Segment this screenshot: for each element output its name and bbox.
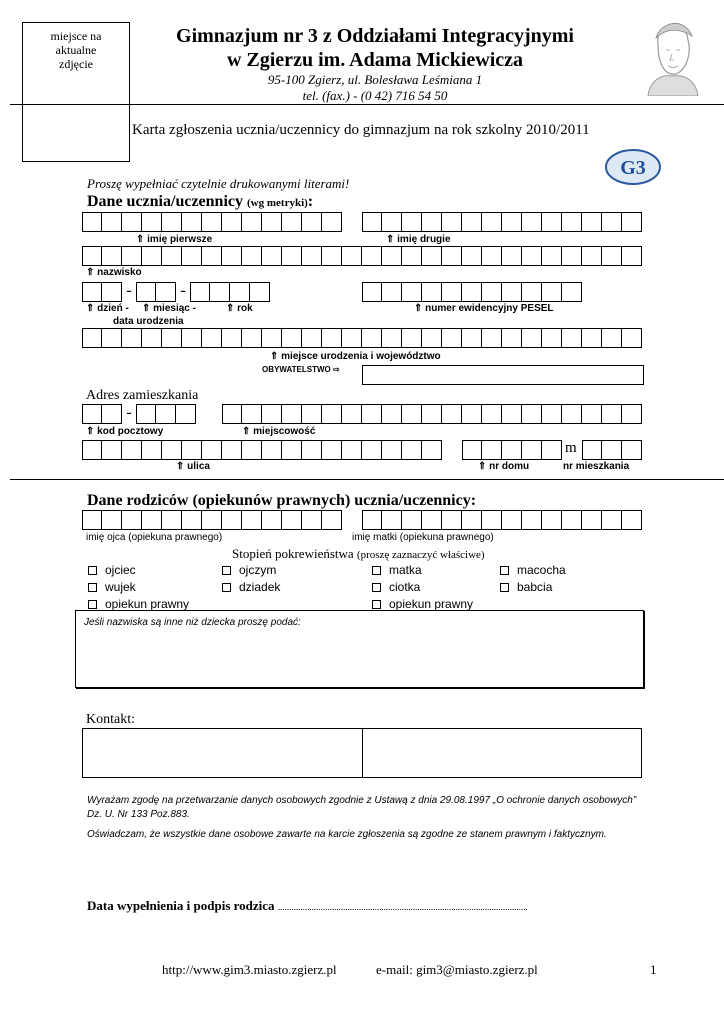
char-box[interactable] (250, 282, 270, 302)
char-box[interactable] (242, 440, 262, 460)
char-box[interactable] (542, 212, 562, 232)
char-box[interactable] (162, 440, 182, 460)
flat-number-label: nr mieszkania (563, 461, 630, 472)
char-box[interactable] (382, 282, 402, 302)
char-box[interactable] (362, 328, 382, 348)
char-box[interactable] (502, 328, 522, 348)
char-box[interactable] (282, 246, 302, 266)
char-box[interactable] (282, 404, 302, 424)
char-box[interactable] (190, 282, 210, 302)
char-box[interactable] (182, 212, 202, 232)
char-box[interactable] (362, 212, 382, 232)
char-box[interactable] (262, 404, 282, 424)
checkbox-icon[interactable] (88, 600, 97, 609)
char-box[interactable] (182, 246, 202, 266)
city-label: ⇑ miejscowość (242, 426, 316, 437)
day-label: ⇑ dzień - (86, 303, 129, 314)
first-name-boxes[interactable] (82, 212, 342, 232)
contact-field-2[interactable] (362, 729, 642, 777)
phone-line: tel. (fax.) - (0 42) 716 54 50 (302, 88, 448, 103)
char-box[interactable] (362, 282, 382, 302)
relation-note: (proszę zaznaczyć właściwe) (356, 549, 485, 561)
char-box[interactable] (142, 440, 162, 460)
char-box[interactable] (582, 440, 602, 460)
char-box[interactable] (402, 328, 422, 348)
char-box[interactable] (382, 212, 402, 232)
surname-boxes[interactable] (82, 246, 642, 266)
char-box[interactable] (622, 212, 642, 232)
char-box[interactable] (102, 282, 122, 302)
char-box[interactable] (402, 404, 422, 424)
citizenship-field[interactable] (362, 365, 644, 385)
char-box[interactable] (302, 510, 322, 530)
char-box[interactable] (230, 282, 250, 302)
char-box[interactable] (222, 246, 242, 266)
checkbox-icon[interactable] (372, 600, 381, 609)
char-box[interactable] (542, 510, 562, 530)
char-box[interactable] (282, 440, 302, 460)
char-box[interactable] (562, 328, 582, 348)
school-name (150, 24, 600, 72)
char-box[interactable] (442, 282, 462, 302)
char-box[interactable] (402, 282, 422, 302)
char-box[interactable] (262, 510, 282, 530)
char-box[interactable] (442, 328, 462, 348)
char-box[interactable] (482, 282, 502, 302)
char-box[interactable] (342, 440, 362, 460)
birth-place-label: ⇑ miejsce urodzenia i województwo (270, 351, 441, 362)
char-box[interactable] (522, 404, 542, 424)
char-box[interactable] (182, 440, 202, 460)
char-box[interactable] (422, 440, 442, 460)
char-box[interactable] (362, 246, 382, 266)
char-box[interactable] (122, 510, 142, 530)
char-box[interactable] (282, 510, 302, 530)
char-box[interactable] (322, 212, 342, 232)
char-box[interactable] (382, 440, 402, 460)
char-box[interactable] (82, 212, 102, 232)
school-address (150, 72, 600, 104)
char-box[interactable] (502, 212, 522, 232)
header-divider (10, 104, 724, 105)
house-number-label: ⇑ nr domu (478, 461, 530, 472)
char-box[interactable] (242, 510, 262, 530)
char-box[interactable] (242, 212, 262, 232)
char-box[interactable] (562, 246, 582, 266)
postal-code-label: ⇑ kod pocztowy (86, 426, 164, 437)
checkbox-icon[interactable] (500, 583, 509, 592)
char-box[interactable] (342, 246, 362, 266)
char-box[interactable] (442, 212, 462, 232)
checkbox-icon[interactable] (222, 583, 231, 592)
char-box[interactable] (162, 212, 182, 232)
char-box[interactable] (322, 246, 342, 266)
char-box[interactable] (142, 510, 162, 530)
citizenship-label: OBYWATELSTWO ⇨ (262, 365, 340, 374)
card-title: Karta zgłoszenia ucznia/uczennicy do gimnazjum na rok szkolny 2010/2011 (132, 122, 590, 138)
char-box[interactable] (602, 404, 622, 424)
char-box[interactable] (202, 212, 222, 232)
checkbox-label: dziadek (239, 580, 281, 594)
checkbox-opiekun-2[interactable] (372, 597, 473, 611)
char-box[interactable] (422, 404, 442, 424)
char-box[interactable] (522, 328, 542, 348)
signature-dots: ............................................................................................................... (277, 902, 528, 912)
logo-text: G3 (620, 157, 646, 179)
char-box[interactable] (482, 246, 502, 266)
char-box[interactable] (602, 510, 622, 530)
char-box[interactable] (402, 212, 422, 232)
checkbox-label: opiekun prawny (105, 597, 190, 611)
patron-portrait-image (640, 14, 702, 96)
char-box[interactable] (102, 246, 122, 266)
char-box[interactable] (602, 440, 622, 460)
char-box[interactable] (562, 510, 582, 530)
char-box[interactable] (542, 440, 562, 460)
char-box[interactable] (562, 404, 582, 424)
footer-website: http://www.gim3.miasto.zgierz.pl (162, 962, 337, 977)
char-box[interactable] (442, 510, 462, 530)
char-box[interactable] (282, 212, 302, 232)
address-line: 95-100 Zgierz, ul. Bolesława Leśmiana 1 (267, 72, 483, 87)
char-box[interactable] (442, 404, 462, 424)
student-heading-note: (wg metryki) (247, 197, 308, 209)
char-box[interactable] (222, 212, 242, 232)
char-box[interactable] (302, 246, 322, 266)
relation-heading (232, 546, 485, 562)
char-box[interactable] (242, 328, 262, 348)
birth-date-boxes[interactable] (82, 282, 270, 302)
checkbox-icon[interactable] (500, 566, 509, 575)
char-box[interactable] (262, 328, 282, 348)
checkbox-label: babcia (517, 580, 553, 594)
char-box[interactable] (322, 440, 342, 460)
char-box[interactable] (242, 404, 262, 424)
address-heading: Adres zamieszkania (86, 388, 199, 403)
section-divider (10, 479, 724, 480)
char-box[interactable] (162, 328, 182, 348)
char-box[interactable] (322, 404, 342, 424)
char-box[interactable] (322, 510, 342, 530)
char-box[interactable] (242, 246, 262, 266)
char-box[interactable] (562, 282, 582, 302)
char-box[interactable] (210, 282, 230, 302)
char-box[interactable] (402, 246, 422, 266)
char-box[interactable] (202, 510, 222, 530)
char-box[interactable] (542, 328, 562, 348)
checkbox-label: matka (389, 563, 422, 577)
school-name-line2: w Zgierzu im. Adama Mickiewicza (226, 49, 524, 71)
char-box[interactable] (522, 440, 542, 460)
checkbox-macocha[interactable] (500, 563, 566, 577)
flat-marker: m (565, 440, 577, 456)
char-box[interactable] (176, 404, 196, 424)
year-label: ⇑ rok (226, 303, 253, 314)
char-box[interactable] (382, 510, 402, 530)
char-box[interactable] (482, 212, 502, 232)
char-box[interactable] (582, 212, 602, 232)
char-box[interactable] (156, 404, 176, 424)
school-name-line1: Gimnazjum nr 3 z Oddziałami Integracyjnymi (176, 25, 574, 47)
postal-code-boxes[interactable] (82, 404, 196, 424)
char-box[interactable] (102, 440, 122, 460)
surname-label: ⇑ nazwisko (86, 267, 142, 278)
char-box[interactable] (182, 328, 202, 348)
signature-label: Data wypełnienia i podpis rodzica (87, 898, 275, 913)
checkbox-icon[interactable] (372, 583, 381, 592)
street-boxes[interactable] (82, 440, 442, 460)
char-box[interactable] (302, 404, 322, 424)
char-box[interactable] (382, 404, 402, 424)
month-label: ⇑ miesiąc - (142, 303, 196, 314)
second-name-boxes[interactable] (362, 212, 642, 232)
char-box[interactable] (102, 404, 122, 424)
char-box[interactable] (402, 440, 422, 460)
char-box[interactable] (82, 440, 102, 460)
char-box[interactable] (502, 246, 522, 266)
char-box[interactable] (462, 246, 482, 266)
checkbox-label: macocha (517, 563, 566, 577)
mother-name-boxes[interactable] (362, 510, 642, 530)
checkbox-ojciec[interactable] (88, 563, 136, 577)
char-box[interactable] (482, 404, 502, 424)
char-box[interactable] (462, 510, 482, 530)
char-box[interactable] (462, 404, 482, 424)
pesel-label: ⇑ numer ewidencyjny PESEL (414, 303, 554, 314)
char-box[interactable] (522, 510, 542, 530)
relation-title: Stopień pokrewieństwa (232, 546, 354, 561)
checkbox-icon[interactable] (88, 566, 97, 575)
photo-placeholder (22, 22, 130, 162)
char-box[interactable] (482, 328, 502, 348)
char-box[interactable] (162, 510, 182, 530)
char-box[interactable] (502, 510, 522, 530)
char-box[interactable] (322, 328, 342, 348)
char-box[interactable] (622, 440, 642, 460)
pesel-boxes[interactable] (362, 282, 582, 302)
char-box[interactable] (222, 404, 242, 424)
char-box[interactable] (262, 246, 282, 266)
school-logo (604, 148, 662, 186)
char-box[interactable] (156, 282, 176, 302)
char-box[interactable] (502, 440, 522, 460)
char-box[interactable] (362, 440, 382, 460)
street-label: ⇑ ulica (176, 461, 210, 472)
char-box[interactable] (582, 246, 602, 266)
contact-field-1[interactable] (83, 729, 362, 777)
char-box[interactable] (622, 510, 642, 530)
checkbox-ciotka[interactable] (372, 580, 420, 594)
checkbox-opiekun-1[interactable] (88, 597, 189, 611)
student-heading-colon: : (307, 193, 314, 210)
char-box[interactable] (202, 440, 222, 460)
mother-name-label: imię matki (opiekuna prawnego) (352, 532, 494, 543)
char-box[interactable] (82, 328, 102, 348)
char-box[interactable] (522, 246, 542, 266)
dash-separator: - (126, 282, 132, 299)
char-box[interactable] (222, 328, 242, 348)
char-box[interactable] (402, 510, 422, 530)
char-box[interactable] (282, 328, 302, 348)
dash-separator: - (126, 404, 132, 421)
char-box[interactable] (582, 328, 602, 348)
checkbox-icon[interactable] (222, 566, 231, 575)
char-box[interactable] (382, 246, 402, 266)
checkbox-label: wujek (105, 580, 136, 594)
char-box[interactable] (422, 328, 442, 348)
char-box[interactable] (462, 440, 482, 460)
char-box[interactable] (136, 282, 156, 302)
char-box[interactable] (582, 510, 602, 530)
char-box[interactable] (502, 282, 522, 302)
char-box[interactable] (362, 404, 382, 424)
char-box[interactable] (542, 246, 562, 266)
char-box[interactable] (602, 328, 622, 348)
first-name-label: ⇑ imię pierwsze (136, 234, 213, 245)
checkbox-label: ojczym (239, 563, 277, 577)
char-box[interactable] (462, 282, 482, 302)
char-box[interactable] (422, 212, 442, 232)
char-box[interactable] (222, 440, 242, 460)
char-box[interactable] (482, 440, 502, 460)
birth-date-label: data urodzenia (113, 316, 184, 327)
instruction-note: Proszę wypełniać czytelnie drukowanymi literami! (87, 176, 350, 191)
char-box[interactable] (142, 328, 162, 348)
char-box[interactable] (202, 328, 222, 348)
checkbox-icon[interactable] (372, 566, 381, 575)
char-box[interactable] (602, 246, 622, 266)
char-box[interactable] (622, 246, 642, 266)
signature-line (87, 898, 528, 914)
char-box[interactable] (142, 246, 162, 266)
char-box[interactable] (422, 510, 442, 530)
char-box[interactable] (622, 404, 642, 424)
char-box[interactable] (342, 328, 362, 348)
char-box[interactable] (502, 404, 522, 424)
parents-section-heading: Dane rodziców (opiekunów prawnych) ucznia/uczennicy: (87, 492, 477, 509)
photo-label-3: zdjęcie (59, 57, 93, 71)
student-heading-text: Dane ucznia/uczennicy (87, 193, 243, 210)
char-box[interactable] (162, 246, 182, 266)
father-name-boxes[interactable] (82, 510, 342, 530)
house-number-boxes[interactable] (462, 440, 562, 460)
char-box[interactable] (202, 246, 222, 266)
char-box[interactable] (522, 282, 542, 302)
birth-place-boxes[interactable] (82, 328, 642, 348)
photo-label-1: miejsce na (50, 29, 102, 43)
char-box[interactable] (462, 328, 482, 348)
char-box[interactable] (82, 282, 102, 302)
char-box[interactable] (582, 404, 602, 424)
char-box[interactable] (422, 246, 442, 266)
char-box[interactable] (302, 212, 322, 232)
char-box[interactable] (542, 282, 562, 302)
declaration-statement: Oświadczam, że wszystkie dane osobowe zawarte na karcie zgłoszenia są zgodne ze stanem prawnym i faktycznym. (87, 829, 607, 840)
checkbox-matka[interactable] (372, 563, 422, 577)
char-box[interactable] (482, 510, 502, 530)
char-box[interactable] (82, 510, 102, 530)
consent-statement: Wyrażam zgodę na przetwarzanie danych osobowych zgodnie z Ustawą z dnia 29.08.1997 „O ochronie danych osobowych” Dz. U. Nr 133 Poz.883. (87, 795, 637, 820)
second-name-label: ⇑ imię drugie (386, 234, 451, 245)
checkbox-dziadek[interactable] (222, 580, 280, 594)
char-box[interactable] (602, 212, 622, 232)
checkbox-ojczym[interactable] (222, 563, 276, 577)
char-box[interactable] (136, 404, 156, 424)
char-box[interactable] (182, 510, 202, 530)
checkbox-wujek[interactable] (88, 580, 136, 594)
checkbox-icon[interactable] (88, 583, 97, 592)
char-box[interactable] (442, 246, 462, 266)
char-box[interactable] (362, 510, 382, 530)
char-box[interactable] (102, 328, 122, 348)
char-box[interactable] (542, 404, 562, 424)
char-box[interactable] (122, 328, 142, 348)
char-box[interactable] (102, 510, 122, 530)
contact-fields (82, 728, 642, 778)
char-box[interactable] (622, 328, 642, 348)
char-box[interactable] (82, 404, 102, 424)
char-box[interactable] (342, 404, 362, 424)
checkbox-label: ciotka (389, 580, 421, 594)
other-surname-field[interactable] (75, 610, 644, 688)
char-box[interactable] (122, 440, 142, 460)
char-box[interactable] (462, 212, 482, 232)
contact-heading: Kontakt: (86, 712, 135, 727)
char-box[interactable] (222, 510, 242, 530)
char-box[interactable] (422, 282, 442, 302)
char-box[interactable] (82, 246, 102, 266)
dash-separator: - (180, 282, 186, 299)
footer-email: e-mail: gim3@miasto.zgierz.pl (376, 962, 538, 977)
student-section-heading (87, 193, 313, 211)
char-box[interactable] (302, 328, 322, 348)
page-number: 1 (650, 962, 657, 977)
char-box[interactable] (102, 212, 122, 232)
char-box[interactable] (302, 440, 322, 460)
city-boxes[interactable] (222, 404, 642, 424)
char-box[interactable] (122, 212, 142, 232)
photo-label-2: aktualne (55, 43, 97, 57)
char-box[interactable] (522, 212, 542, 232)
char-box[interactable] (262, 212, 282, 232)
flat-number-boxes[interactable] (582, 440, 642, 460)
char-box[interactable] (262, 440, 282, 460)
char-box[interactable] (142, 212, 162, 232)
checkbox-label: ojciec (105, 563, 136, 577)
other-surname-note: Jeśli nazwiska są inne niż dziecka proszę podać: (84, 617, 301, 628)
char-box[interactable] (122, 246, 142, 266)
checkbox-label: opiekun prawny (389, 597, 474, 611)
father-name-label: imię ojca (opiekuna prawnego) (86, 532, 223, 543)
char-box[interactable] (562, 212, 582, 232)
checkbox-babcia[interactable] (500, 580, 552, 594)
char-box[interactable] (382, 328, 402, 348)
